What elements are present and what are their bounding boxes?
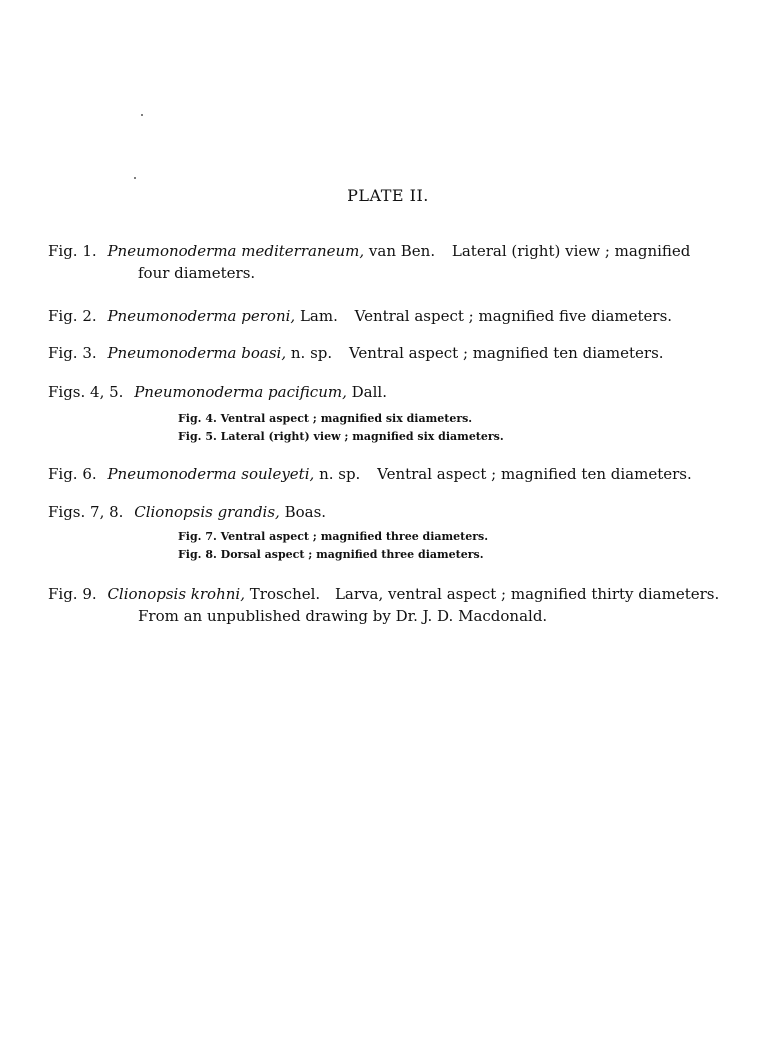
subentry-fig-5: Fig. 5. Lateral (right) view ; magnified six diameters. bbox=[178, 430, 504, 443]
author: n. sp. bbox=[290, 344, 333, 362]
species-name: Pneumonoderma mediterraneum, bbox=[107, 242, 365, 260]
author: Dall. bbox=[351, 383, 387, 401]
figure-number: Fig. 3. bbox=[48, 344, 97, 362]
figure-entry-6 bbox=[48, 463, 738, 485]
species-name: Pneumonoderma peroni, bbox=[107, 307, 296, 325]
print-speck bbox=[141, 114, 143, 116]
print-speck bbox=[134, 177, 136, 179]
figure-entry-9 bbox=[48, 583, 738, 627]
description: Ventral aspect ; magnified five diameters. bbox=[354, 307, 673, 325]
author: Boas. bbox=[284, 503, 327, 521]
figure-number: Fig. 2. bbox=[48, 307, 97, 325]
figure-number: Fig. 1. bbox=[48, 242, 97, 260]
description: Ventral aspect ; magnified ten diameters. bbox=[348, 344, 664, 362]
author: Lam. bbox=[299, 307, 338, 325]
subentry-fig-8: Fig. 8. Dorsal aspect ; magnified three diameters. bbox=[178, 548, 484, 561]
figure-number: Fig. 6. bbox=[48, 465, 97, 483]
figure-number: Figs. 4, 5. bbox=[48, 383, 124, 401]
figure-entry-2 bbox=[48, 305, 738, 327]
subentry-fig-7: Fig. 7. Ventral aspect ; magnified three diameters. bbox=[178, 530, 489, 543]
description-continued: From an unpublished drawing by Dr. J. D. Macdonald. bbox=[138, 607, 548, 625]
description: Larva, ventral aspect ; magnified thirty diameters. bbox=[334, 585, 720, 603]
species-name: Pneumonoderma boasi, bbox=[107, 344, 287, 362]
figure-number: Fig. 9. bbox=[48, 585, 97, 603]
figure-entry-7-8 bbox=[48, 501, 738, 523]
species-name: Clionopsis krohni, bbox=[107, 585, 245, 603]
figure-entry-3 bbox=[48, 342, 738, 364]
description: Lateral (right) view ; magnified bbox=[451, 242, 691, 260]
species-name: Clionopsis grandis, bbox=[134, 503, 280, 521]
description: Ventral aspect ; magnified ten diameters. bbox=[377, 465, 692, 483]
figure-entry-1 bbox=[48, 240, 738, 284]
author: van Ben. bbox=[368, 242, 436, 260]
plate-title: PLATE II. bbox=[347, 186, 429, 205]
author: n. sp. bbox=[319, 465, 361, 483]
species-name: Pneumonoderma pacificum, bbox=[134, 383, 347, 401]
description-continued: four diameters. bbox=[138, 264, 256, 282]
figure-entry-4-5 bbox=[48, 381, 738, 403]
author: Troschel. bbox=[249, 585, 321, 603]
species-name: Pneumonoderma souleyeti, bbox=[107, 465, 315, 483]
figure-number: Figs. 7, 8. bbox=[48, 503, 124, 521]
subentry-fig-4: Fig. 4. Ventral aspect ; magnified six diameters. bbox=[178, 412, 473, 425]
